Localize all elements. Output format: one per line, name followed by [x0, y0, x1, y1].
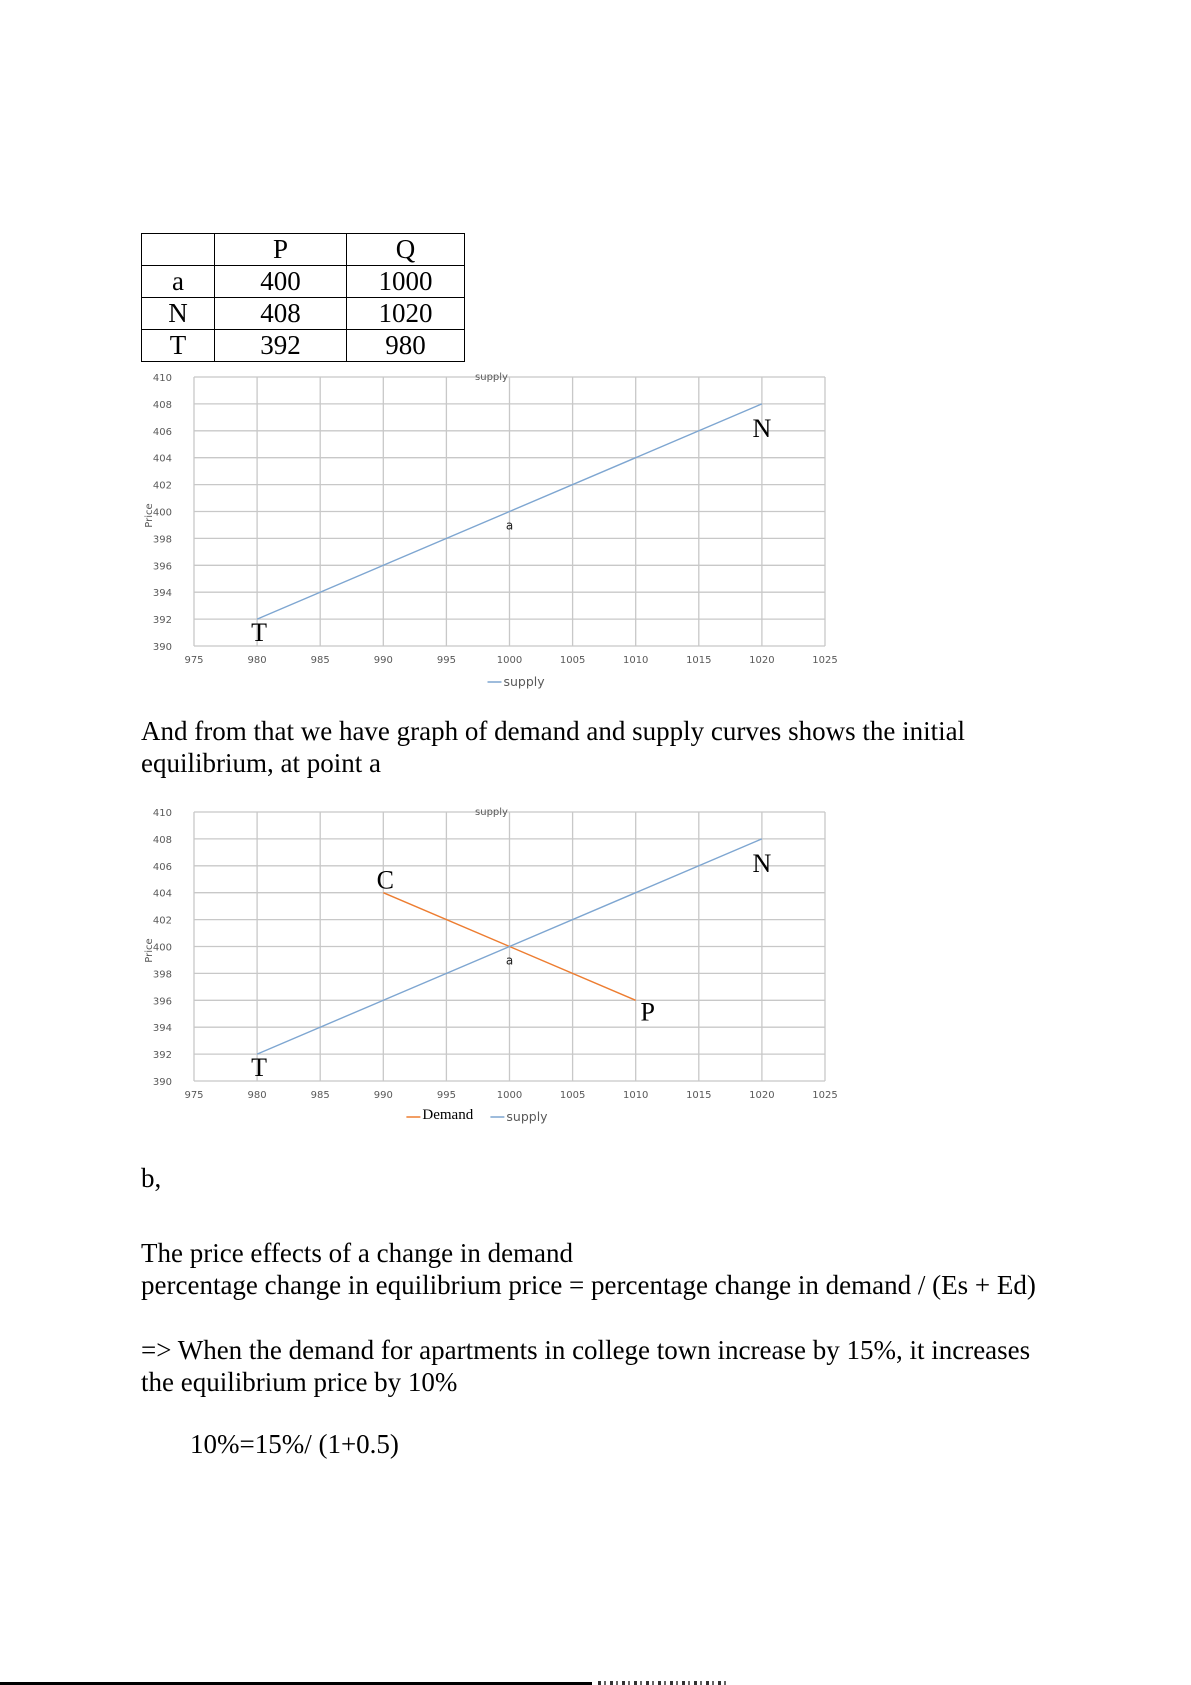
- table-cell-q: 1000: [347, 266, 465, 298]
- y-tick-label: 408: [152, 834, 172, 846]
- y-tick-label: 390: [152, 642, 172, 653]
- table-header-cell: P: [215, 234, 347, 266]
- x-tick-label: 975: [184, 1090, 204, 1101]
- y-tick-label: 394: [152, 1023, 172, 1035]
- y-tick-label: 408: [152, 399, 172, 411]
- intro-line-2: equilibrium, at point a: [141, 748, 381, 778]
- x-tick-label: 980: [247, 655, 267, 666]
- point-label-T: T: [251, 618, 268, 648]
- y-tick-label: 402: [152, 915, 172, 927]
- supply-chart-svg: [140, 365, 860, 695]
- point-label-N: N: [752, 413, 772, 443]
- x-tick-label: 1010: [622, 1090, 649, 1101]
- part-b-label: b,: [141, 1163, 162, 1193]
- table-row: [142, 330, 465, 362]
- point-label-P: P: [640, 997, 655, 1027]
- x-tick-label: 1020: [749, 1090, 775, 1101]
- chart-title: supply: [475, 807, 508, 818]
- calculation-line: 10%=15%/ (1+0.5): [190, 1429, 399, 1459]
- y-tick-label: 396: [152, 561, 172, 573]
- table-row: [142, 266, 465, 298]
- point-label-T: T: [251, 1053, 268, 1083]
- point-label-a: a: [505, 518, 514, 533]
- y-tick-label: 406: [152, 426, 172, 438]
- y-tick-label: 400: [152, 507, 172, 519]
- y-tick-label: 390: [152, 1077, 172, 1088]
- price-effects-paragraph: [141, 1237, 1101, 1301]
- formula-line: percentage change in equilibrium price = percentage change in demand / (Es + Ed): [141, 1270, 1036, 1300]
- x-tick-label: 1015: [686, 1090, 712, 1101]
- chart-legend: [406, 1107, 548, 1124]
- y-tick-label: 402: [152, 480, 172, 492]
- point-label-C: C: [376, 865, 394, 895]
- legend-demand: Demand: [422, 1107, 474, 1123]
- x-tick-label: 1000: [496, 655, 523, 666]
- x-tick-label: 990: [373, 1090, 393, 1101]
- x-tick-label: 1020: [749, 655, 775, 666]
- conclusion-line-1: => When the demand for apartments in college town increase by 15%, it increases: [141, 1335, 1031, 1365]
- page-footer-cutoff-text: [598, 1681, 728, 1685]
- y-tick-label: 410: [152, 808, 172, 819]
- table-header-cell: Q: [347, 234, 465, 266]
- table-cell-p: 408: [215, 298, 347, 330]
- x-tick-label: 1025: [812, 1090, 838, 1101]
- y-tick-label: 406: [152, 861, 172, 873]
- x-tick-label: 985: [310, 1090, 330, 1101]
- y-tick-label: 404: [152, 888, 172, 900]
- table-cell-label: N: [142, 298, 215, 330]
- table-cell-p: 400: [215, 266, 347, 298]
- x-tick-label: 1025: [812, 655, 838, 666]
- legend-supply: supply: [506, 1109, 548, 1124]
- y-tick-label: 396: [152, 996, 172, 1008]
- price-effects-title: The price effects of a change in demand: [141, 1238, 574, 1268]
- y-tick-label: 398: [152, 969, 172, 981]
- y-tick-label: 410: [152, 373, 172, 384]
- intro-line-1: And from that we have graph of demand and supply curves shows the initial: [141, 716, 966, 746]
- x-tick-label: 995: [436, 1090, 456, 1101]
- x-tick-label: 1015: [686, 655, 712, 666]
- chart-legend: [488, 674, 546, 689]
- demand-supply-chart: [140, 800, 860, 1135]
- supply-chart: [140, 365, 860, 695]
- legend-supply: supply: [503, 674, 545, 689]
- x-tick-label: 1010: [622, 655, 649, 666]
- conclusion-paragraph: [141, 1334, 1101, 1398]
- x-tick-label: 1000: [496, 1090, 523, 1101]
- y-tick-label: 394: [152, 588, 172, 600]
- y-tick-label: 400: [152, 942, 172, 954]
- x-tick-label: 980: [247, 1090, 267, 1101]
- point-label-a: a: [505, 953, 514, 968]
- y-tick-label: 392: [152, 1050, 172, 1062]
- y-tick-label: 404: [152, 453, 172, 465]
- table-header-row: [142, 234, 465, 266]
- x-tick-label: 985: [310, 655, 330, 666]
- x-tick-label: 1005: [559, 1090, 586, 1101]
- table-row: [142, 298, 465, 330]
- table-cell-p: 392: [215, 330, 347, 362]
- x-tick-label: 995: [436, 655, 456, 666]
- price-quantity-table: [141, 233, 465, 362]
- chart-title: supply: [475, 372, 508, 383]
- x-tick-label: 975: [184, 655, 204, 666]
- y-tick-label: 398: [152, 534, 172, 546]
- table-cell-q: 980: [347, 330, 465, 362]
- table-cell-label: a: [142, 266, 215, 298]
- table-cell-q: 1020: [347, 298, 465, 330]
- y-axis-label: Price: [144, 503, 155, 528]
- intro-paragraph: [141, 715, 1101, 779]
- y-tick-label: 392: [152, 615, 172, 627]
- point-label-N: N: [752, 848, 772, 878]
- conclusion-line-2: the equilibrium price by 10%: [141, 1367, 458, 1397]
- table-cell-label: T: [142, 330, 215, 362]
- y-axis-label: Price: [144, 938, 155, 963]
- x-tick-label: 990: [373, 655, 393, 666]
- x-tick-label: 1005: [559, 655, 586, 666]
- demand-supply-chart-svg: [140, 800, 860, 1135]
- table-header-cell: [142, 234, 215, 266]
